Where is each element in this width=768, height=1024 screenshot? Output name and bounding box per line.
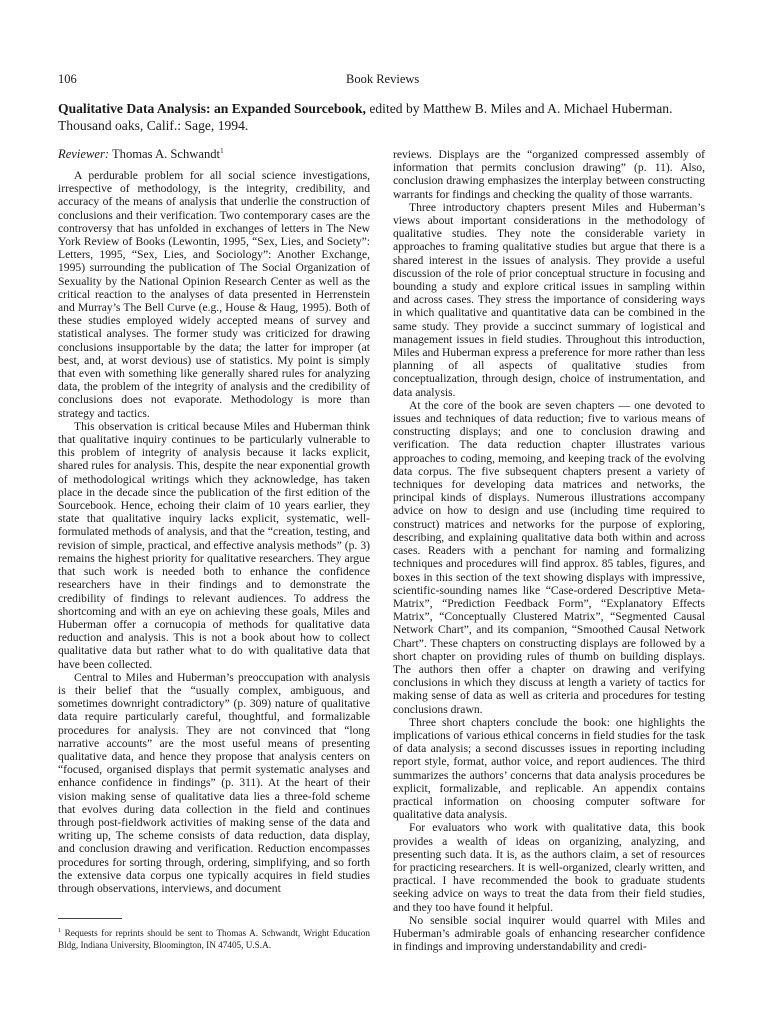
paragraph: This observation is critical because Miles and Huberman think that qualitative inquiry continues to be particularly vulnerable to this problem of integrity of analysis because it lacks explicit, shared rules for analysis. This, despite the near exponential growth of methodological writings which they acknowledge, has taken place in the decade since the publication of the first edition of the Sourcebook. Hence, echoing their claim of 10 years earlier, they state that qualitative inquiry lacks explicit, systematic, well-formulated methods of analysis, and that the “creation, testing, and revision of simple, practical, and effective analysis methods” (p. 3) remains the highest priority for qualitative researchers. They argue that such work is needed both to enhance the confidence researchers have in their findings and to demonstrate the credibility of findings to relevant audiences. To address the shortcoming and with an eye on achieving these goals, Miles and Huberman offer a cornucopia of methods for qualitative data reduction and analysis. This is not a book about how to collect qualitative data but rather what to do with qualitative data that have been collected. (58, 419, 370, 671)
paragraph: At the core of the book are seven chapters — one devoted to issues and techniques of data reduction; five to various means of constructing displays; and one to conclusion drawing and verification. The data reduction chapter illustrates various approaches to coding, memoing, and keeping track of the evolving data corpus. The five subsequent chapters present a variety of techniques for developing data matrices and networks, the principal kinds of displays. Numerous illustrations accompany advice on how to design and use (including time required to construct) matrices and networks for the purpose of exploring, describing, and explaining qualitative data both within and across cases. Readers with a penchant for naming and formalizing techniques and procedures will find approx. 85 tables, figures, and boxes in this section of the text showing displays with impressive, scientific-sounding names like “Case-ordered Descriptive Meta-Matrix”, “Prediction Feedback Form”, “Explanatory Effects Matrix”, “Conceptually Clustered Matrix”, “Segmented Causal Network Chart”, and its companion, “Smoothed Causal Network Chart”. These chapters on constructing displays are followed by a short chapter on providing rules of thumb on building displays. The authors then offer a chapter on drawing and verifying conclusions in which they discuss at length a variety of tactics for making sense of data as well as criteria and procedures for testing conclusions drawn. (393, 398, 705, 716)
reviewer-name: Thomas A. Schwandt (109, 147, 221, 162)
left-column (58, 169, 370, 895)
review-heading (58, 101, 718, 134)
reviewer-label: Reviewer: (58, 147, 110, 162)
footnote-marker: 1 (220, 147, 224, 155)
right-column (393, 148, 705, 953)
footnote-divider (58, 918, 122, 919)
paragraph: For evaluators who work with qualitative data, this book provides a wealth of ideas on organizing, analyzing, and presenting such data. It is, as the authors claim, a set of resources for practicing researchers. It is well-organized, clearly written, and practical. I have recommended the book to graduate students seeking advice on ways to treat the data from their field studies, and they too have found it helpful. (393, 821, 705, 914)
footnote (58, 926, 370, 951)
reviewer-line (58, 147, 224, 162)
paragraph: Three introductory chapters present Miles and Huberman’s views about important considerations in the methodology of qualitative studies. They note the considerable variety in approaches to framing qualitative studies but argue that there is a shared interest in the issues of analysis. They provide a useful discussion of the role of prior conceptual structure in focusing and bounding a study and explore critical issues in sampling within and across cases. They stress the importance of considering ways in which qualitative and quantitative data can be combined in the same study. They provide a succinct summary of logistical and management issues in field studies. Throughout this introduction, Miles and Huberman express a preference for more rather than less planning of all aspects of qualitative studies from conceptualization, through design, choice of instrumentation, and data analysis. (393, 200, 705, 399)
book-title: Qualitative Data Analysis: an Expanded Sourcebook, (58, 101, 366, 116)
paragraph: Three short chapters conclude the book: one highlights the implications of various ethical concerns in field studies for the task of data analysis; a second discusses issues in reporting including report style, format, author voice, and report audiences. The third summarizes the authors’ concerns that data analysis procedures be explicit, formalizable, and replicable. An appendix contains practical information on choosing computer software for qualitative data analysis. (393, 715, 705, 822)
paragraph: A perdurable problem for all social science investigations, irrespective of methodology, is the integrity, credibility, and accuracy of the means of analysis that underlie the construction of conclusions and their verification. Two contemporary cases are the controversy that has unfolded in exchanges of letters in The New York Review of Books (Lewontin, 1995, “Sex, Lies, and Society”: Letters, 1995, “Sex, Lies, and Sociology”: Another Exchange, 1995) surrounding the publication of The Social Organization of Sexuality by the National Opinion Research Center as well as the critical reaction to the analyses of data presented in Herrenstein and Murray’s The Bell Curve (e.g., House & Haug, 1995). Both of these studies employed widely accepted means of survey and statistical analyses. The former study was criticized for drawing conclusions insupportable by the data; the latter for improper (at best, and, at worst devious) use of statistics. My point is simply that even with something like generally shared rules for analyzing data, the problem of the integrity of analysis and the credibility of conclusions does not evaporate. Methodology is more than strategy and tactics. (58, 169, 370, 420)
footnote-number: 1 (58, 928, 61, 934)
page-number: 106 (58, 72, 77, 86)
publication-info: Thousand oaks, Calif.: Sage, 1994. (58, 117, 249, 133)
paragraph: No sensible social inquirer would quarrel with Miles and Huberman’s admirable goals of enhancing researcher confidence in findings and improving understandability and credi- (393, 913, 705, 954)
running-head: Book Reviews (346, 72, 420, 86)
paragraph: Central to Miles and Huberman’s preoccupation with analysis is their belief that the “usually complex, ambiguous, and sometimes downright contradictory” (p. 309) nature of qualitative data require particularly careful, thoughtful, and formalizable procedures for analysis. They are not convinced that “long narrative accounts” are the most useful means of presenting qualitative data, and hence they propose that analysis centers on “focused, organised displays that permit systematic analyses and enhance confidence in findings” (p. 311). At the heart of their vision making sense of qualitative data lies a three-fold scheme that evolves during data collection in the field and continues through post-fieldwork activities of making sense of the data and writing up, The scheme consists of data reduction, data display, and conclusion drawing and verification. Reduction encompasses procedures for sorting through, ordering, simplifying, and so forth the extensive data corpus one typically acquires in field studies through observations, interviews, and document (58, 670, 370, 895)
paragraph: reviews. Displays are the “organized compressed assembly of information that permits conclusion drawing” (p. 11). Also, conclusion drawing emphasizes the interplay between constructing warrants for findings and checking the quality of those warrants. (393, 148, 705, 201)
footnote-text: Requests for reprints should be sent to Thomas A. Schwandt, Wright Education Bldg, Indiana University, Bloomington, IN 47405, U.S.A. (58, 928, 370, 950)
editors: edited by Matthew B. Miles and A. Michael Huberman. (365, 101, 673, 116)
